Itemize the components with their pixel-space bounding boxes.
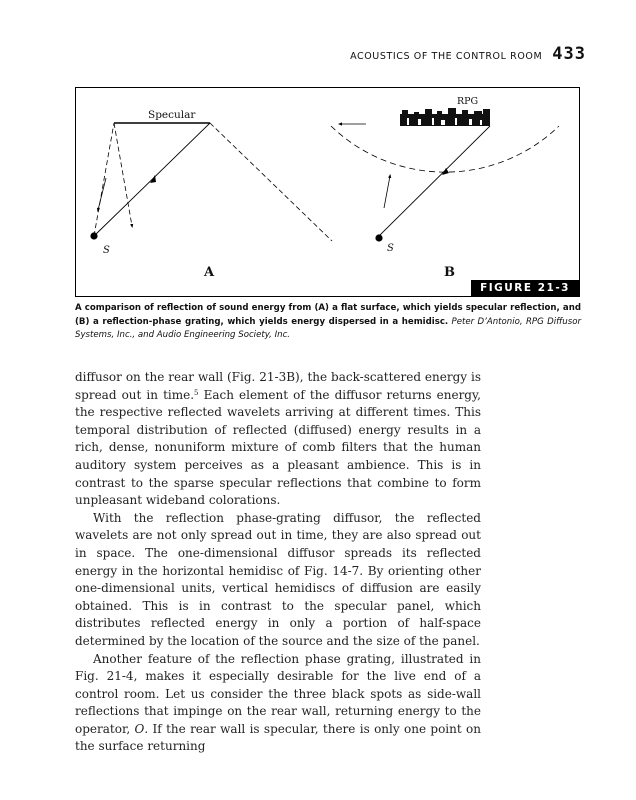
- footnote-reference: 5: [194, 388, 199, 397]
- figure-label: FIGURE 21-3: [471, 280, 579, 296]
- paragraph-3-text-b: . If the rear wall is specular, there is only one point on the surface returning: [75, 721, 481, 754]
- specular-ray-right-reflected: [210, 123, 332, 241]
- caption-text: A comparison of reflection of sound energy from (A) a flat surface, which yields specular reflection, and (B) a reflection-phase grating, which yields energy dispersed in a hemidisc.: [75, 303, 581, 327]
- body-text: [75, 369, 481, 756]
- paragraph-1: [75, 369, 481, 510]
- specular-arrow-marker: [150, 175, 156, 183]
- figure-21-3: [75, 87, 580, 297]
- figure-diagram: [76, 88, 579, 296]
- paragraph-3-text-a: Another feature of the reflection phase grating, illustrated in Fig. 21-4, makes it especially desirable for the live end of a control room. Let us consider the three black spots as side-wall reflections that impinge on the rear wall, returning energy to the operator,: [75, 651, 481, 736]
- panel-a-diagram: [90, 109, 332, 280]
- running-header: [350, 44, 586, 64]
- panel-b-label: B: [444, 265, 455, 280]
- source-dot-a: [90, 232, 97, 239]
- source-label-b: S: [387, 243, 394, 254]
- source-dot-b: [375, 234, 382, 241]
- paragraph-1-text-b: Each element of the diffusor returns energy, the respective reflected wavelets arriving at different times. This temporal distribution of reflected (diffused) energy results in a rich, dense, nonuniform mixture of comb filters that the human auditory system perceives as a pleasant ambience. This is in contrast to the sparse specular reflections that combine to form unpleasant wideband colorations.: [75, 387, 481, 508]
- figure-caption: [75, 302, 581, 343]
- diffusion-hemidisc: [331, 126, 559, 172]
- rpg-left-arrow: [384, 176, 390, 208]
- caption-credit: Peter D’Antonio, RPG Diffusor Systems, Inc., and Audio Engineering Society, Inc.: [75, 316, 581, 340]
- rpg-arrow-marker: [442, 168, 449, 175]
- panel-b-diagram: [331, 96, 559, 280]
- rpg-label: RPG: [457, 96, 479, 107]
- operator-symbol: O: [134, 721, 145, 736]
- paragraph-2: With the reflection phase-grating diffusor, the reflected wavelets are not only spread out in time, they are also spread out in space. The one-dimensional diffusor spreads its reflected energy in the horizontal hemidisc of Fig. 14-7. By orienting other one-dimensional units, vertical hemidiscs of diffusion are easily obtained. This is in contrast to the specular panel, which distributes reflected energy in only a portion of half-space determined by the location of the source and the size of the panel.: [75, 510, 481, 648]
- rpg-ray-incident: [379, 126, 490, 236]
- specular-ray-left-reflected: [114, 123, 132, 226]
- specular-label: Specular: [148, 109, 196, 121]
- specular-left-arrow: [98, 178, 106, 210]
- paragraph-1-text-a: diffusor on the rear wall (Fig. 21-3B), the back-scattered energy is spread out in time.: [75, 370, 481, 402]
- page-number: 433: [552, 44, 586, 64]
- paragraph-3: [75, 651, 481, 757]
- panel-a-label: A: [204, 265, 215, 280]
- rpg-diffusor: [400, 108, 490, 126]
- source-label-a: S: [103, 245, 110, 256]
- running-title: ACOUSTICS OF THE CONTROL ROOM: [350, 51, 543, 62]
